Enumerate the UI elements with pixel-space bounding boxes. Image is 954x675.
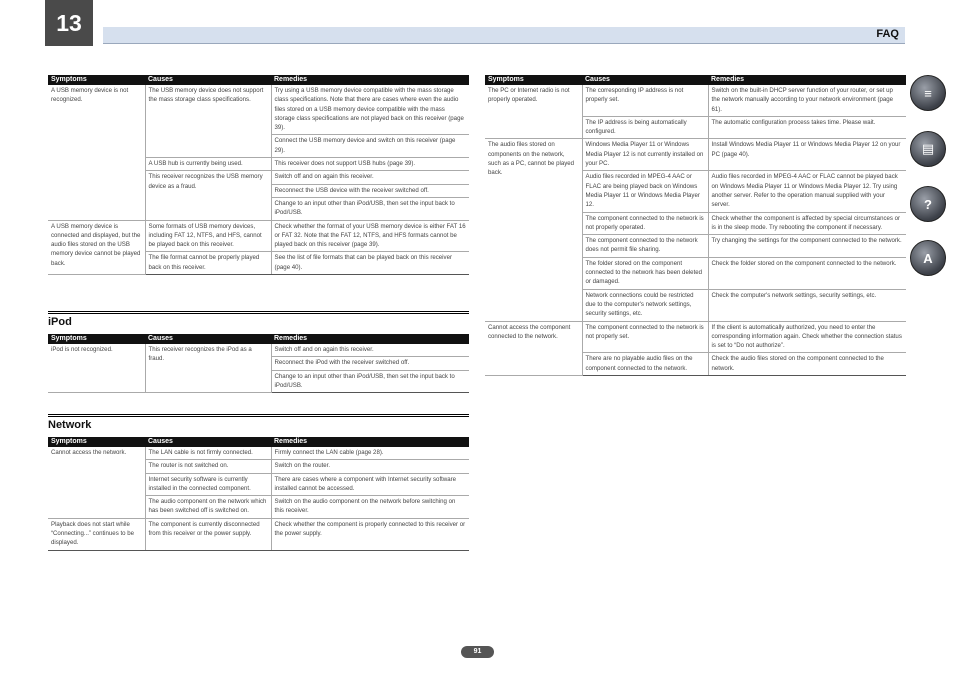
network-table-body bbox=[48, 447, 469, 550]
ipod-table bbox=[48, 334, 469, 393]
help-icon[interactable]: ? bbox=[910, 186, 946, 222]
col-remedies: Remedies bbox=[271, 334, 469, 344]
table-row bbox=[485, 139, 906, 171]
col-symptoms: Symptoms bbox=[485, 75, 582, 85]
remedy-cell: Check whether the format of your USB memory device is either FAT 16 or FAT 32. Note that the FAT 12, NTFS, and HFS formats cannot be played back on this receiver (page 39). bbox=[271, 220, 469, 252]
cause-cell: Audio files recorded in MPEG-4 AAC or FLAC are being played back on Windows Media Player 11 or Windows Media Player 12. bbox=[582, 171, 708, 212]
table-row bbox=[48, 447, 469, 460]
remedy-cell: Try changing the settings for the component connected to the network. bbox=[708, 235, 906, 258]
symptom-cell: iPod is not recognized. bbox=[48, 344, 145, 393]
remedy-cell: Switch on the router. bbox=[271, 460, 469, 473]
cause-cell: The router is not switched on. bbox=[145, 460, 271, 473]
cause-cell: Internet security software is currently installed in the connected component. bbox=[145, 473, 271, 496]
network-table bbox=[48, 437, 469, 551]
cause-cell: The component connected to the network is not properly operated. bbox=[582, 212, 708, 235]
remedy-cell: This receiver does not support USB hubs (page 39). bbox=[271, 158, 469, 171]
cause-cell: This receiver recognizes the iPod as a fraud. bbox=[145, 344, 271, 393]
remedy-cell: Switch off and on again this receiver. bbox=[271, 171, 469, 184]
glossary-icon[interactable]: A bbox=[910, 240, 946, 276]
symptom-cell: Cannot access the network. bbox=[48, 447, 145, 518]
remedy-cell: Audio files recorded in MPEG-4 AAC or FLAC cannot be played back on Windows Media Player 11 or Windows Media Player 12. Try using another server. Refer to the operation manual supplied with your server. bbox=[708, 171, 906, 212]
remedy-cell: If the client is automatically authorized, you need to enter the corresponding information again. Check whether the connection status is set to “Do not authorize”. bbox=[708, 321, 906, 353]
symptom-cell: Playback does not start while “Connecting...” continues to be displayed. bbox=[48, 518, 145, 550]
network-cont-table-body bbox=[485, 85, 906, 376]
network-section bbox=[48, 414, 469, 551]
remedy-cell: Check the computer's network settings, security settings, etc. bbox=[708, 289, 906, 321]
ipod-table-body bbox=[48, 344, 469, 393]
col-causes: Causes bbox=[145, 334, 271, 344]
symptom-cell: The PC or Internet radio is not properly operated. bbox=[485, 85, 582, 139]
remedy-cell: Check the folder stored on the component connected to the network. bbox=[708, 257, 906, 289]
col-remedies: Remedies bbox=[271, 75, 469, 85]
cause-cell: The corresponding IP address is not properly set. bbox=[582, 85, 708, 116]
remedy-cell: Connect the USB memory device and switch on this receiver (page 29). bbox=[271, 135, 469, 158]
col-symptoms: Symptoms bbox=[48, 437, 145, 447]
cause-cell: There are no playable audio files on the component connected to the network. bbox=[582, 353, 708, 376]
remedy-cell: Switch off and on again this receiver. bbox=[271, 344, 469, 357]
remote-icon[interactable]: ▤ bbox=[910, 131, 946, 167]
usb-table-block bbox=[48, 75, 469, 275]
remedy-cell: Install Windows Media Player 11 or Windows Media Player 12 on your PC (page 40). bbox=[708, 139, 906, 171]
symptom-cell: A USB memory device is connected and displayed, but the audio files stored on the USB memory device cannot be played back. bbox=[48, 220, 145, 274]
cause-cell: The component connected to the network is not properly set. bbox=[582, 321, 708, 353]
cause-cell: The IP address is being automatically configured. bbox=[582, 116, 708, 139]
ipod-section bbox=[48, 311, 469, 393]
symptom-cell: The audio files stored on components on the network, such as a PC, cannot be played back. bbox=[485, 139, 582, 321]
cause-cell: The audio component on the network which has been switched off is switched on. bbox=[145, 496, 271, 519]
remedy-cell: Change to an input other than iPod/USB, then set the input back to iPod/USB. bbox=[271, 370, 469, 393]
header-bar bbox=[103, 27, 905, 44]
remedy-cell: Switch on the built-in DHCP server function of your router, or set up the network manually according to your network environment (page 61). bbox=[708, 85, 906, 116]
col-causes: Causes bbox=[145, 75, 271, 85]
cause-cell: The file format cannot be properly played back on this receiver. bbox=[145, 252, 271, 275]
cause-cell: The folder stored on the component connected to the network has been deleted or damaged. bbox=[582, 257, 708, 289]
book-icon[interactable]: ≡ bbox=[910, 75, 946, 111]
network-cont-table bbox=[485, 75, 906, 376]
header-title: FAQ bbox=[876, 28, 899, 40]
cause-cell: Some formats of USB memory devices, including FAT 12, NTFS, and HFS, cannot be played back on this receiver. bbox=[145, 220, 271, 252]
table-row bbox=[48, 85, 469, 135]
cause-cell: Windows Media Player 11 or Windows Media Player 12 is not currently installed on your PC. bbox=[582, 139, 708, 171]
remedy-cell: Check whether the component is properly connected to this receiver or the power supply. bbox=[271, 518, 469, 550]
col-remedies: Remedies bbox=[271, 437, 469, 447]
remedy-cell: Try using a USB memory device compatible with the mass storage class specifications. Note that there are cases where even the audio files stored on a USB memory device compatible with the mass storage class specifications are not played back on this receiver (page 39). bbox=[271, 85, 469, 135]
cause-cell: The component connected to the network does not permit file sharing. bbox=[582, 235, 708, 258]
cause-cell: The LAN cable is not firmly connected. bbox=[145, 447, 271, 460]
remedy-cell: Change to an input other than iPod/USB, then set the input back to iPod/USB. bbox=[271, 197, 469, 220]
col-causes: Causes bbox=[145, 437, 271, 447]
cause-cell: The USB memory device does not support the mass storage class specifications. bbox=[145, 85, 271, 158]
cause-cell: The component is currently disconnected from this receiver or the power supply. bbox=[145, 518, 271, 550]
usb-table-body bbox=[48, 85, 469, 275]
section-title-ipod: iPod bbox=[48, 311, 469, 327]
col-remedies: Remedies bbox=[708, 75, 906, 85]
remedy-cell: Switch on the audio component on the network before switching on this receiver. bbox=[271, 496, 469, 519]
col-symptoms: Symptoms bbox=[48, 75, 145, 85]
cause-cell: A USB hub is currently being used. bbox=[145, 158, 271, 171]
cause-cell: Network connections could be restricted due to the computer's network settings, security settings, etc. bbox=[582, 289, 708, 321]
col-causes: Causes bbox=[582, 75, 708, 85]
remedy-cell: The automatic configuration process takes time. Please wait. bbox=[708, 116, 906, 139]
network-cont-block bbox=[485, 75, 906, 376]
remedy-cell: Reconnect the USB device with the receiver switched off. bbox=[271, 184, 469, 197]
remedy-cell: Reconnect the iPod with the receiver switched off. bbox=[271, 357, 469, 370]
remedy-cell: There are cases where a component with Internet security software installed cannot be accessed. bbox=[271, 473, 469, 496]
table-row bbox=[485, 85, 906, 116]
chapter-number: 13 bbox=[45, 0, 93, 46]
table-row bbox=[48, 518, 469, 550]
col-symptoms: Symptoms bbox=[48, 334, 145, 344]
remedy-cell: Firmly connect the LAN cable (page 28). bbox=[271, 447, 469, 460]
table-row bbox=[485, 321, 906, 353]
remedy-cell: See the list of file formats that can be played back on this receiver (page 40). bbox=[271, 252, 469, 275]
usb-table bbox=[48, 75, 469, 275]
table-row bbox=[48, 344, 469, 357]
remedy-cell: Check the audio files stored on the component connected to the network. bbox=[708, 353, 906, 376]
section-title-network: Network bbox=[48, 414, 469, 430]
cause-cell: This receiver recognizes the USB memory device as a fraud. bbox=[145, 171, 271, 220]
table-row bbox=[48, 220, 469, 252]
remedy-cell: Check whether the component is affected by special circumstances or is in the sleep mode. Try rebooting the component if necessary. bbox=[708, 212, 906, 235]
symptom-cell: Cannot access the component connected to the network. bbox=[485, 321, 582, 375]
page-number: 91 bbox=[461, 646, 494, 658]
symptom-cell: A USB memory device is not recognized. bbox=[48, 85, 145, 220]
